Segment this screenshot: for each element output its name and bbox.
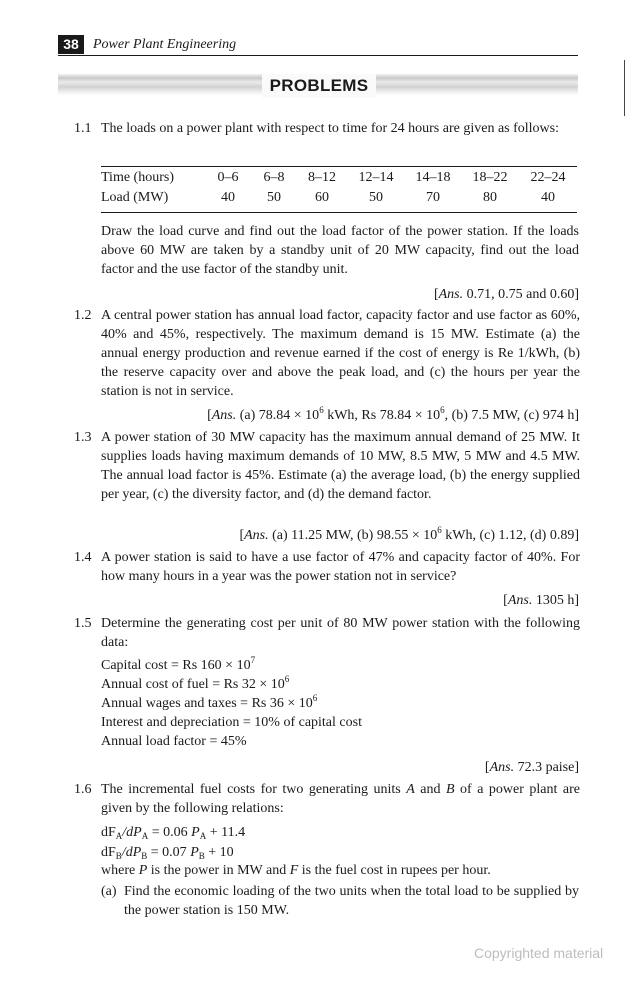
problem-1-4-answer: [Ans. 1305 h]	[503, 593, 579, 608]
time-cell: 8–12	[308, 170, 336, 185]
eq-part: dF	[101, 845, 116, 860]
page-number: 38	[58, 35, 84, 54]
problem-1-5-answer: [Ans. 72.3 paise]	[484, 760, 579, 775]
table-row	[101, 168, 577, 188]
symbol-f: F	[289, 863, 299, 878]
eq-part: = 0.07	[147, 845, 191, 860]
eq-subscript: A	[115, 831, 123, 841]
problem-1-2-answer: [Ans. (a) $78.84 \times 10^6$ kWh, Rs $78.84 \times 10^6$, (b) 7.5 MW, (c) 974 h]	[207, 405, 579, 423]
header-rule	[58, 55, 578, 56]
exponent: 6	[312, 693, 318, 703]
section-title	[0, 74, 638, 98]
load-cell: 40	[221, 190, 235, 205]
answer-label: Ans.	[244, 528, 269, 543]
wages-line	[101, 694, 579, 713]
eq-part: P	[191, 825, 200, 840]
exponent: 6	[437, 525, 442, 535]
part-text: Find the economic loading of the two units when the total load to be supplied by the power station is 150 MW.	[124, 884, 579, 918]
answer-text: 72.3 paise]	[517, 760, 579, 775]
intro-text: The incremental fuel costs for two generating units	[101, 782, 407, 797]
load-factor-line: Annual load factor = 45%	[101, 734, 247, 749]
eq-part: + 11.4	[206, 825, 246, 840]
eq-part: = 0.06	[148, 825, 192, 840]
problem-1-1	[74, 119, 580, 138]
answer-label: Ans.	[489, 760, 515, 775]
wages-taxes: Annual wages and taxes = Rs 36 × 10	[101, 696, 313, 711]
where-clause	[101, 861, 579, 880]
where-text: is the fuel cost in rupees per hour.	[298, 863, 491, 878]
load-cell: 80	[483, 190, 497, 205]
answer-label: Ans.	[211, 408, 237, 423]
problem-number: 1.6	[74, 782, 92, 797]
equation-b	[101, 843, 579, 863]
answer-text: 0.71, 0.75 and 0.60]	[466, 287, 579, 302]
load-cell: 50	[267, 190, 281, 205]
unit-b: B	[446, 782, 455, 797]
problem-number: 1.2	[74, 308, 92, 323]
answer-part: (a) 78.84 × 10	[239, 408, 320, 423]
load-cell: 50	[369, 190, 383, 205]
time-cell: 6–8	[263, 170, 285, 185]
incremental-cost-equations	[101, 823, 579, 863]
table-top-rule	[101, 166, 577, 167]
eq-subscript: A	[199, 831, 207, 841]
problem-intro	[101, 780, 580, 818]
symbol-p: P	[138, 863, 148, 878]
load-table	[101, 168, 577, 208]
problem-intro: The loads on a power plant with respect to time for 24 hours are given as follows:	[101, 121, 559, 136]
problem-1-3	[74, 428, 580, 504]
time-cell: 0–6	[217, 170, 239, 185]
time-label: Time (hours)	[101, 170, 174, 185]
answer-label: Ans.	[438, 287, 464, 302]
eq-part: + 10	[204, 845, 234, 860]
interest-line: Interest and depreciation = 10% of capital cost	[101, 715, 362, 730]
problem-body: A power station is said to have a use factor of 47% and capacity factor of 40%. For how many hours in a year was the power station not in service?	[101, 550, 580, 584]
answer-label: Ans.	[507, 593, 533, 608]
problem-1-1-answer: [Ans. 0.71, 0.75 and 0.60]	[433, 287, 579, 302]
problem-number: 1.4	[74, 550, 92, 565]
unit-a: A	[406, 782, 415, 797]
load-label: Load (MW)	[101, 190, 169, 205]
eq-subscript: B	[198, 851, 205, 861]
exponent: 6	[319, 405, 324, 415]
problem-1-1-body: Draw the load curve and find out the load factor of the power station. If the loads above 60 MW are taken by a standby unit of 20 MW capacity, find out the load factor and the use factor of the standby unit.	[101, 224, 579, 277]
exponent: 6	[440, 405, 445, 415]
part-label: (a)	[101, 884, 117, 899]
answer-part: , (b) 7.5 MW, (c) 974 h]	[444, 408, 579, 423]
eq-subscript: B	[115, 851, 122, 861]
exponent: 7	[250, 655, 256, 665]
intro-text: and	[414, 782, 446, 797]
section-title-text: PROBLEMS	[262, 74, 377, 98]
problem-body: Determine the generating cost per unit of 80 MW power station with the following data:	[101, 616, 580, 650]
table-bottom-rule	[101, 212, 577, 213]
fuel-cost: Annual cost of fuel = Rs 32 × 10	[101, 677, 285, 692]
eq-part: dF	[101, 825, 116, 840]
where-text: is the power in MW and	[147, 863, 290, 878]
capital-cost: Capital cost = Rs 160 × 10	[101, 658, 251, 673]
cost-data-list	[101, 656, 579, 751]
time-cell: 14–18	[415, 170, 451, 185]
load-cell: 60	[315, 190, 329, 205]
time-cell: 18–22	[472, 170, 508, 185]
problem-number: 1.5	[74, 616, 92, 631]
load-cell: 40	[541, 190, 555, 205]
eq-part: /dP	[121, 845, 142, 860]
eq-subscript: B	[141, 851, 148, 861]
running-title: Power Plant Engineering	[93, 37, 237, 52]
answer-part: kWh, Rs 78.84 × 10	[323, 408, 441, 423]
eq-part: P	[190, 845, 199, 860]
problem-body: A power station of 30 MW capacity has the maximum annual demand of 25 MW. It supplies loads having maximum demands of 10 MW, 8.5 MW, 5 MW and 4.5 MW. The annual load factor is 45%. Estimate (a) the average load, (b) the energy supplied per year, (c) the diversity factor, and (d) the demand factor.	[101, 430, 580, 502]
answer-text: 1305 h]	[535, 593, 579, 608]
equation-a	[101, 823, 579, 843]
intro-text: of a power plant are given by the following relations:	[101, 782, 580, 816]
eq-part: /dP	[122, 825, 142, 840]
time-cell: 12–14	[358, 170, 394, 185]
load-cell: 70	[426, 190, 440, 205]
exponent: 6	[284, 674, 290, 684]
time-cell: 22–24	[530, 170, 566, 185]
table-row	[101, 188, 577, 208]
capital-cost-line	[101, 656, 579, 675]
eq-subscript: A	[141, 831, 149, 841]
problem-body: A central power station has annual load factor, capacity factor and use factor as 60%, 40% and 45%, respectively. The maximum demand is 15 MW. Estimate (a) the annual energy production and revenue earned if the cost of energy is Re 1/kWh, (b) the reserve capacity over and above the peak load, and (c) the hours per year the station is not in service.	[101, 308, 580, 399]
where-text: where	[101, 863, 139, 878]
answer-part: (a) 11.25 MW, (b) 98.55 × 10	[272, 528, 438, 543]
copyright-watermark: Copyrighted material	[474, 945, 604, 961]
problem-1-6	[74, 780, 580, 818]
problem-1-2	[74, 306, 580, 401]
problem-1-3-answer: [Ans. (a) 11.25 MW, (b) $98.55 \times 10^6$ kWh, (c) 1.12, (d) 0.89]	[239, 525, 579, 543]
fuel-cost-line	[101, 675, 579, 694]
answer-part: kWh, (c) 1.12, (d) 0.89]	[441, 528, 579, 543]
problem-1-4	[74, 548, 580, 586]
problem-1-5	[74, 614, 580, 652]
part-a	[101, 882, 579, 920]
problem-number: 1.3	[74, 430, 92, 445]
problem-number: 1.1	[74, 121, 92, 136]
